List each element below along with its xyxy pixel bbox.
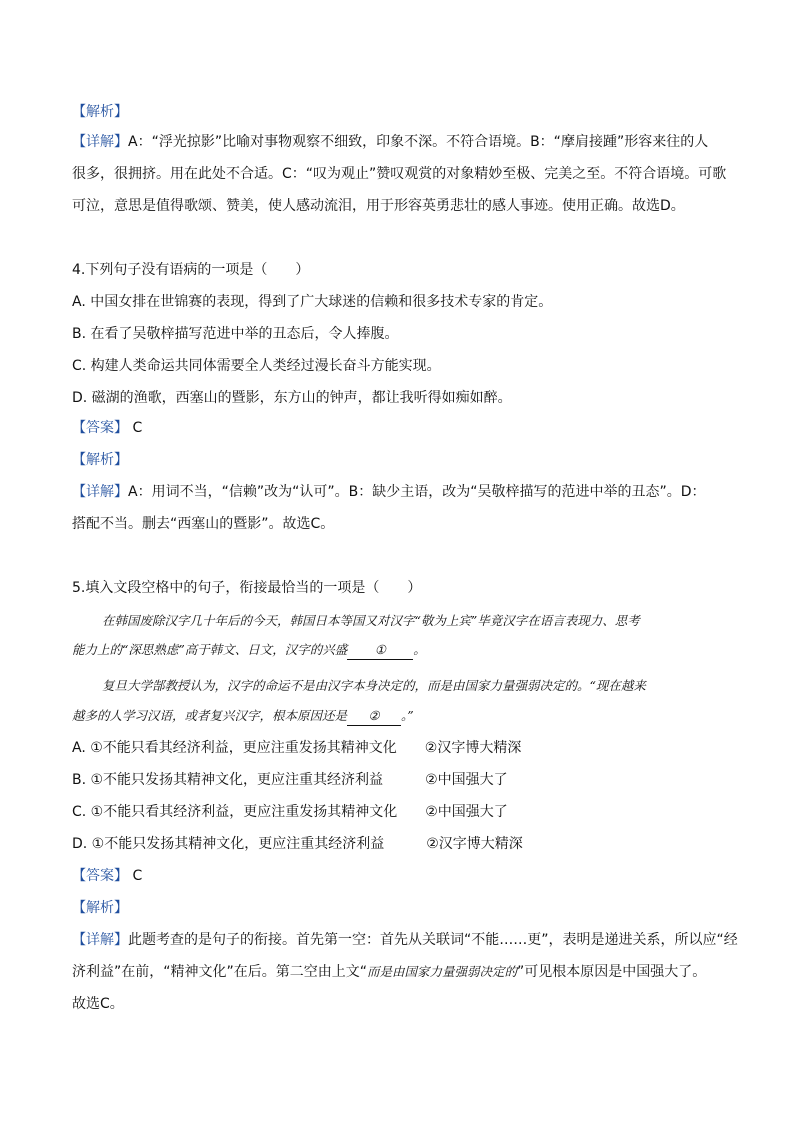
analysis-heading: 【解析】 bbox=[72, 900, 128, 916]
option-b: B. ①不能只发扬其精神文化，更应注重其经济利益 ②中国强大了 bbox=[72, 772, 508, 788]
detail-line: 故选C。 bbox=[72, 996, 124, 1012]
answer-line: 【答案】 C bbox=[72, 420, 143, 436]
blank-2: ② bbox=[347, 707, 401, 726]
passage-line: 在韩国废除汉字几十年后的今天，韩国日本等国又对汉字“敬为上宾”毕竟汉字在语言表现力、思考 bbox=[102, 613, 640, 628]
analysis-heading: 【解析】 bbox=[72, 452, 128, 468]
detail-line: 可泣，意思是值得歌颂、赞美，使人感动流泪，用于形容英勇悲壮的感人事迹。使用正确。故选D。 bbox=[72, 198, 685, 214]
detail-line: 【详解】A：“浮光掠影”比喻对事物观察不细致，印象不深。不符合语境。B：“摩肩接踵”形容来往的人 bbox=[72, 134, 709, 150]
detail-line: 搭配不当。删去“西塞山的暨影”。故选C。 bbox=[72, 516, 335, 532]
detail-line: 很多，很拥挤。用在此处不合适。C：“叹为观止”赞叹观赏的对象精妙至极、完美之至。不符合语境。可歌 bbox=[72, 166, 727, 182]
passage-line: 能力上的“深思熟虑”高于韩文、日文，汉字的兴盛 ① 。 bbox=[72, 640, 426, 660]
option-a: A. ①不能只看其经济利益，更应注重发扬其精神文化 ②汉字博大精深 bbox=[72, 740, 522, 756]
option-a: A. 中国女排在世锦赛的表现，得到了广大球迷的信赖和很多技术专家的肯定。 bbox=[72, 294, 553, 310]
passage-line: 越多的人学习汉语，或者复兴汉字，根本原因还是 ② 。” bbox=[72, 706, 414, 726]
answer-line: 【答案】 C bbox=[72, 868, 143, 884]
option-d: D. ①不能只发扬其精神文化，更应注重其经济利益 ②汉字博大精深 bbox=[72, 836, 523, 852]
option-b: B. 在看了吴敬梓描写范进中举的丑态后，令人捧腹。 bbox=[72, 326, 399, 342]
option-c: C. ①不能只看其经济利益，更应注重发扬其精神文化 ②中国强大了 bbox=[72, 804, 508, 820]
detail-line: 济利益”在前，“精神文化”在后。第二空由上文“而是由国家力量强弱决定的”可见根本原因是中国强大了。 bbox=[72, 964, 707, 980]
blank-1: ① bbox=[347, 641, 413, 660]
detail-line: 【详解】A：用词不当，“信赖”改为“认可”。B：缺少主语，改为“吴敬梓描写的范进中举的丑态”。D： bbox=[72, 484, 706, 500]
analysis-heading: 【解析】 bbox=[72, 104, 128, 120]
detail-line: 【详解】此题考查的是句子的衔接。首先第一空：首先从关联词“不能……更”，表明是递进关系，所以应“经 bbox=[72, 932, 738, 948]
passage-line: 复旦大学郜教授认为，汉字的命运不是由汉字本身决定的，而是由国家力量强弱决定的。“现在越来 bbox=[102, 678, 646, 693]
option-c: C. 构建人类命运共同体需要全人类经过漫长奋斗方能实现。 bbox=[72, 358, 441, 374]
question-title: 4.下列句子没有语病的一项是（ ） bbox=[72, 262, 310, 278]
option-d: D. 磁湖的渔歌，西塞山的暨影，东方山的钟声，都让我听得如痴如醉。 bbox=[72, 390, 512, 406]
question-title: 5.填入文段空格中的句子，衔接最恰当的一项是（ ） bbox=[72, 580, 422, 596]
